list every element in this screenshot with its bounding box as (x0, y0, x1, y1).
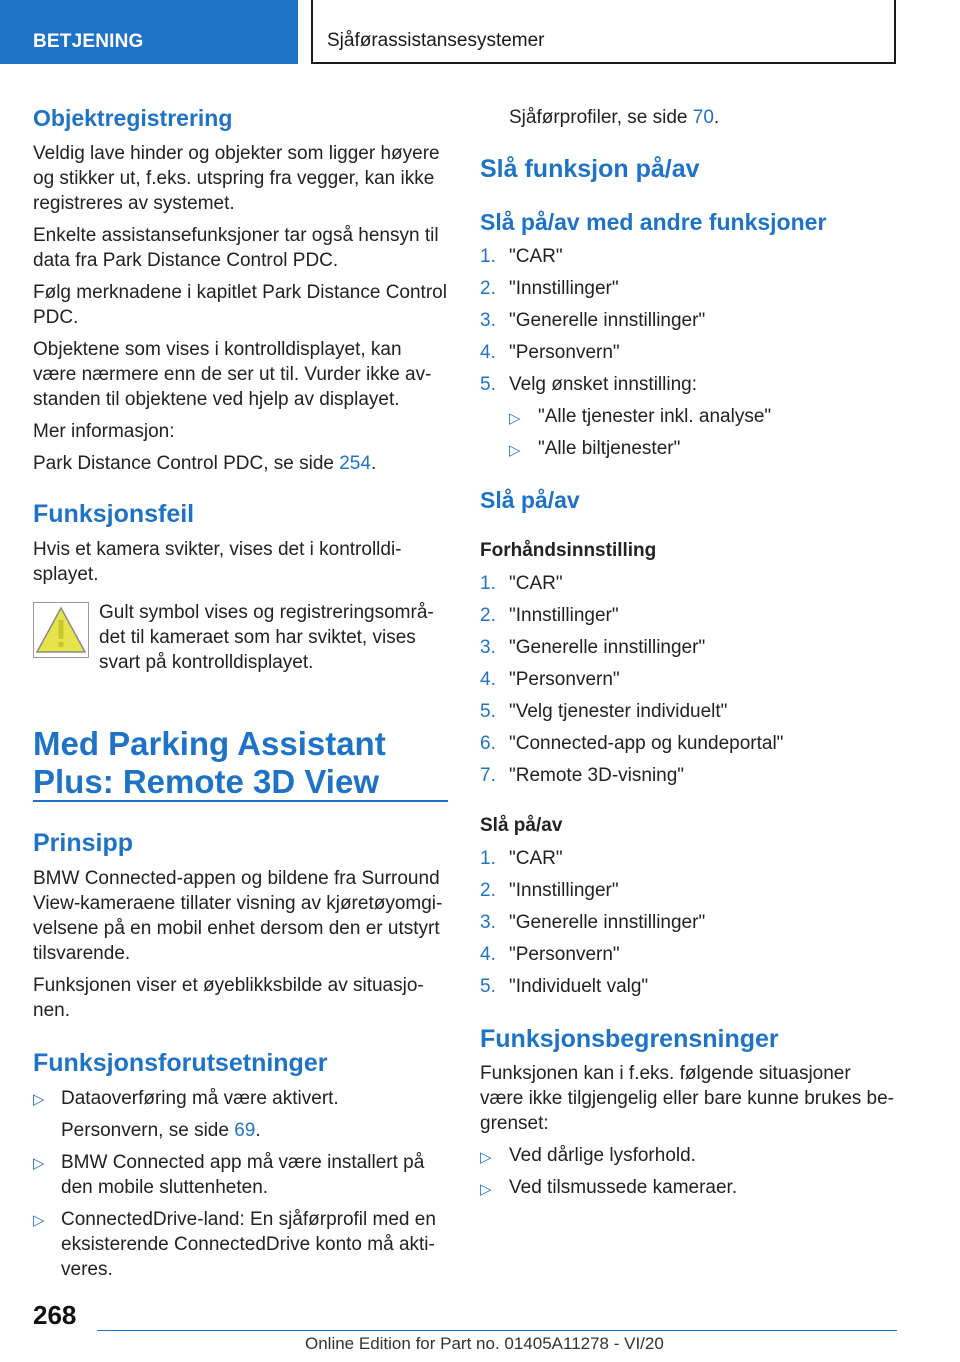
paragraph-prinsipp-2: Funksjonen viser et øyeblikksbilde av situasjo- nen. (33, 975, 424, 1021)
triangle-bullet-icon: ▷ (480, 1149, 492, 1166)
list-item: "Alle biltjenester" (538, 438, 681, 459)
list-item: BMW Connected app må være installert på den mobile sluttenheten. (61, 1152, 425, 1198)
page-link-69[interactable]: 69 (234, 1120, 256, 1141)
step-number: 5. (480, 374, 496, 395)
paragraph-begr: Funksjonen kan i f.eks. følgende situasjoner være ikke tilgjengelig eller bare kunne brukes be- grenset: (480, 1063, 895, 1134)
list-item: Ved dårlige lysforhold. (509, 1145, 696, 1166)
heading-paa-av: Slå på/av (480, 487, 580, 513)
page-link-254[interactable]: 254 (339, 453, 371, 474)
heading-slaa-funksjon: Slå funksjon på/av (480, 155, 700, 183)
triangle-bullet-icon: ▷ (33, 1091, 45, 1108)
list-item: "Alle tjenester inkl. analyse" (538, 406, 772, 427)
list-item: ConnectedDrive-land: En sjåførprofil med en eksisterende ConnectedDrive konto må akti- veres. (61, 1209, 436, 1280)
step-number: 7. (480, 765, 496, 786)
numbered-list-andre: 1. "CAR" 2. "Innstillinger" 3. "Generelle innstillinger" 4. "Personvern" 5. Velg ønsket innstilling: (480, 246, 706, 395)
step-number: 2. (480, 605, 496, 626)
numbered-list-paav: 1. "CAR" 2. "Innstillinger" 3. "Generelle innstillinger" 4. "Personvern" 5. "Individuelt valg" (480, 848, 706, 997)
triangle-bullet-icon: ▷ (480, 1181, 492, 1198)
heading-prinsipp: Prinsipp (33, 829, 134, 857)
list-item-sub: Personvern, se side 69. (61, 1120, 261, 1141)
step-number: 4. (480, 669, 496, 690)
edition-note: Online Edition for Part no. 01405A11278 - VI/20 (305, 1334, 664, 1353)
paragraph-feil-1: Hvis et kamera svikter, vises det i kontrolldi- splayet. (33, 539, 402, 585)
step-number: 2. (480, 278, 496, 299)
step-number: 4. (480, 944, 496, 965)
paragraph-objekt-1: Veldig lave hinder og objekter som ligger høyere og stikker ut, f.eks. utspring fra vegger, kan ikke registreres av systemet. (33, 143, 440, 214)
heading-andre-funksjoner: Slå på/av med andre funksjoner (480, 209, 827, 235)
triangle-bullet-icon: ▷ (33, 1155, 45, 1172)
paragraph-objekt-5: Mer informasjon: (33, 421, 175, 442)
heading-funksjonsforutsetninger: Funksjonsforutsetninger (33, 1049, 328, 1077)
paragraph-prinsipp-1: BMW Connected-appen og bildene fra Surround View-kameraene tillater visning av kjøretøyomgi- velsene på en mobil enhet dersom den er utstyrt tilsvarende. (33, 868, 443, 964)
page-number: 268 (33, 1300, 77, 1330)
footer-divider (97, 1330, 897, 1331)
page-link-70[interactable]: 70 (692, 107, 714, 128)
warning-triangle-icon (33, 602, 89, 658)
triangle-bullet-icon: ▷ (509, 410, 521, 427)
step-number: 1. (480, 573, 496, 594)
heading-funksjonsbegrensninger: Funksjonsbegrensninger (480, 1025, 779, 1053)
step-number: 3. (480, 637, 496, 658)
step-number: 6. (480, 733, 496, 754)
main-heading: Med Parking Assistant Plus: Remote 3D View (33, 725, 386, 800)
step-number: 4. (480, 342, 496, 363)
numbered-list-forh: 1. "CAR" 2. "Innstillinger" 3. "Generelle innstillinger" 4. "Personvern" 5. "Velg tjenester individuelt" 6. "Connected-app og kundeportal" 7. "Remote 3D-visning" (480, 573, 784, 786)
heading-objektregistrering: Objektregistrering (33, 105, 233, 131)
step-number: 5. (480, 976, 496, 997)
subheading-paa-av: Slå på/av (480, 815, 563, 836)
subheading-forhaandsinnstilling: Forhåndsinnstilling (480, 540, 657, 561)
chapter-title: Sjåførassistansesystemer (311, 0, 896, 64)
profile-reference: Sjåførprofiler, se side 70. (509, 107, 720, 128)
step-number: 5. (480, 701, 496, 722)
step-number: 3. (480, 310, 496, 331)
step-number: 1. (480, 246, 496, 267)
step-number: 2. (480, 880, 496, 901)
heading-funksjonsfeil: Funksjonsfeil (33, 500, 195, 528)
triangle-bullet-icon: ▷ (33, 1212, 45, 1229)
paragraph-objekt-3: Følg merknadene i kapitlet Park Distance Control PDC. (33, 282, 447, 328)
paragraph-objekt-2: Enkelte assistansefunksjoner tar også hensyn til data fra Park Distance Control PDC. (33, 225, 439, 271)
step-number: 3. (480, 912, 496, 933)
paragraph-objekt-4: Objektene som vises i kontrolldisplayet, kan være nærmere enn de ser ut til. Vurder ikke av- standen til objektene ved hjelp av displayet. (33, 339, 432, 410)
list-item: Dataoverføring må være aktivert. (61, 1088, 339, 1109)
triangle-bullet-icon: ▷ (509, 442, 521, 459)
warning-text: Gult symbol vises og registreringsområ- det til kameraet som har sviktet, vises svart på kontrolldisplayet. (99, 602, 434, 673)
step-number: 1. (480, 848, 496, 869)
section-tab: BETJENING (0, 0, 298, 64)
list-item: Ved tilsmussede kameraer. (509, 1177, 738, 1198)
heading-divider (33, 800, 448, 802)
paragraph-objekt-6: Park Distance Control PDC, se side 254. (33, 453, 377, 474)
